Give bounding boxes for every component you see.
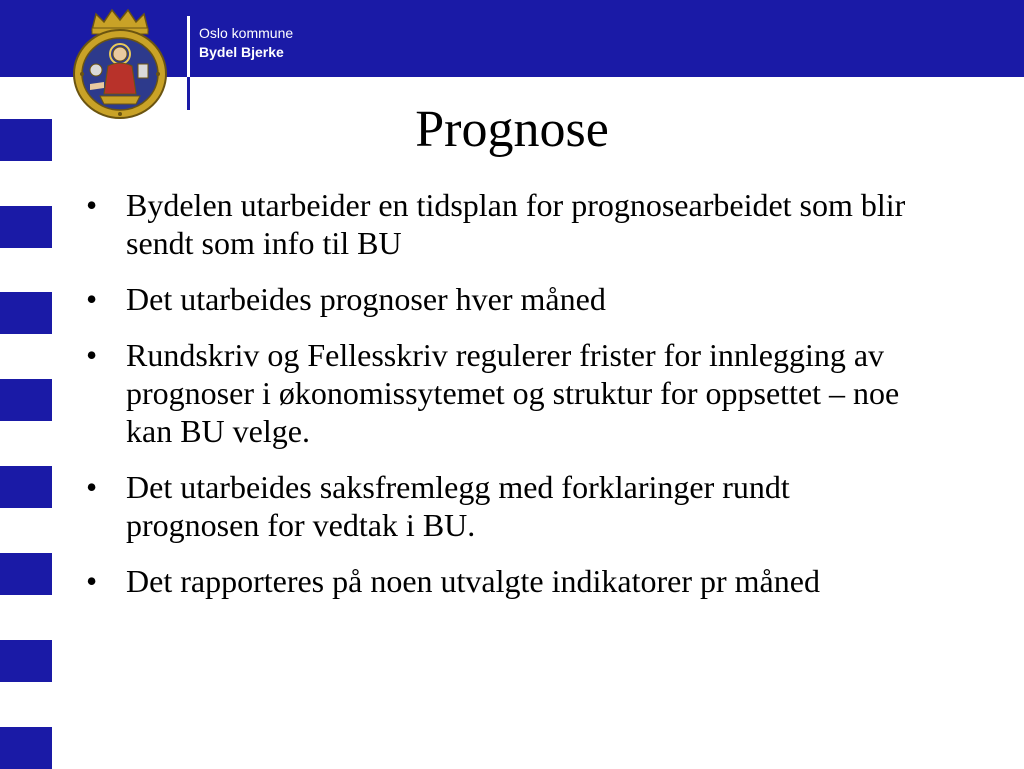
side-block — [0, 292, 52, 334]
bullet-text: Det utarbeides saksfremlegg med forklaringer rundt prognosen for vedtak i BU. — [126, 469, 790, 543]
bullet-icon: • — [86, 281, 98, 317]
organization-label — [199, 24, 293, 62]
slide-title: Prognose — [415, 101, 609, 158]
list-item — [84, 336, 924, 450]
list-item — [84, 186, 924, 262]
header-divider-top — [187, 16, 190, 77]
bullet-icon: • — [86, 469, 98, 505]
bullet-icon: • — [86, 563, 98, 599]
bullet-text: Det utarbeides prognoser hver måned — [126, 281, 606, 317]
bullet-text: Det rapporteres på noen utvalgte indikatorer pr måned — [126, 563, 820, 599]
list-item — [84, 562, 924, 600]
list-item — [84, 280, 924, 318]
side-block — [0, 553, 52, 595]
side-block — [0, 640, 52, 682]
side-block — [0, 727, 52, 769]
side-block — [0, 379, 52, 421]
organization-unit: Bydel Bjerke — [199, 44, 284, 60]
bullet-list — [84, 186, 924, 618]
bullet-icon: • — [86, 187, 98, 223]
bullet-text: Bydelen utarbeider en tidsplan for prognosearbeidet som blir sendt som info til BU — [126, 187, 906, 261]
list-item — [84, 468, 924, 544]
side-block — [0, 206, 52, 248]
organization-name: Oslo kommune — [199, 25, 294, 41]
side-block — [0, 466, 52, 508]
bullet-text: Rundskriv og Fellesskriv regulerer frister for innlegging av prognoser i økonomissytemet og struktur for oppsettet – noe kan BU velge. — [126, 337, 900, 449]
bullet-icon: • — [86, 337, 98, 373]
